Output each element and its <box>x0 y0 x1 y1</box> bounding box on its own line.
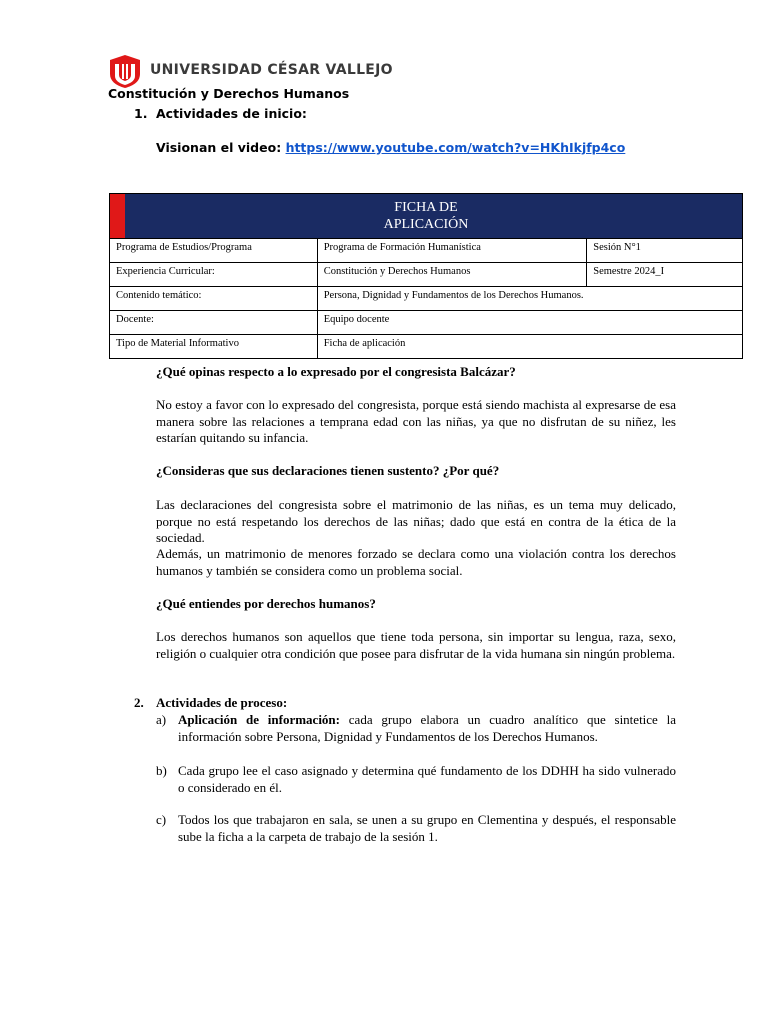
video-link[interactable]: https://www.youtube.com/watch?v=HKhIkjfp4co <box>285 140 626 155</box>
table-cell: Constitución y Derechos Humanos <box>317 263 587 287</box>
question-3: ¿Qué entiendes por derechos humanos? <box>156 596 376 611</box>
university-name: UNIVERSIDAD CÉSAR VALLEJO <box>150 62 393 78</box>
table-cell: Experiencia Curricular: <box>110 263 318 287</box>
table-cell: Tipo de Material Informativo <box>110 335 318 359</box>
list-item <box>156 763 676 796</box>
question-1: ¿Qué opinas respecto a lo expresado por el congresista Balcázar? <box>156 364 516 379</box>
table-cell: Semestre 2024_I <box>587 263 743 287</box>
ficha-table <box>109 193 743 359</box>
question-2: ¿Consideras que sus declaraciones tienen sustento? ¿Por qué? <box>156 463 500 478</box>
item-bold-text: Aplicación de información: <box>178 712 340 727</box>
item-label: c) <box>156 812 167 827</box>
table-row <box>110 263 743 287</box>
item-label: b) <box>156 763 167 778</box>
answer-2: Las declaraciones del congresista sobre el matrimonio de las niñas, es un tema muy delicado, porque no está respetando los derechos de las niñas; dado que está en contra de la ética de la sociedad. <box>156 497 676 545</box>
ficha-header <box>110 194 743 239</box>
section-number: 2. <box>134 695 144 710</box>
ficha-title-line2: APLICACIÓN <box>383 217 469 232</box>
university-logo <box>108 54 142 88</box>
table-row <box>110 311 743 335</box>
video-label: Visionan el video: <box>156 140 282 155</box>
table-cell: Programa de Estudios/Programa <box>110 239 318 263</box>
item-text: cada grupo elabora un cuadro analítico que sintetice la información sobre Persona, Dignidad y Fundamentos de los Derechos Humanos. <box>178 712 676 744</box>
list-item <box>156 712 676 745</box>
section-title: Actividades de proceso: <box>156 695 288 710</box>
section-title: Actividades de inicio: <box>156 106 307 121</box>
section-number: 1. <box>134 106 148 121</box>
ficha-title-line1: FICHA DE <box>394 200 458 215</box>
red-accent-bar <box>110 194 125 238</box>
list-item <box>156 812 676 845</box>
item-text: Todos los que trabajaron en sala, se unen a su grupo en Clementina y después, el responsable sube la ficha a la carpeta de trabajo de la sesión 1. <box>178 812 676 844</box>
table-row <box>110 335 743 359</box>
table-row <box>110 239 743 263</box>
item-label: a) <box>156 712 167 727</box>
table-cell: Persona, Dignidad y Fundamentos de los Derechos Humanos. <box>317 287 742 311</box>
answer-3: Los derechos humanos son aquellos que tiene toda persona, sin importar su lengua, raza, sexo, religión o cualquier otra condición que posee para disfrutar de la vida humana sin ningún problema. <box>156 629 676 661</box>
table-cell: Programa de Formación Humanística <box>317 239 587 263</box>
table-cell: Contenido temático: <box>110 287 318 311</box>
video-line <box>156 140 625 155</box>
table-cell: Docente: <box>110 311 318 335</box>
table-cell: Sesión N°1 <box>587 239 743 263</box>
table-cell: Ficha de aplicación <box>317 335 742 359</box>
item-text: Cada grupo lee el caso asignado y determina qué fundamento de los DDHH ha sido vulnerado o considerado en él. <box>178 763 676 795</box>
table-cell: Equipo docente <box>317 311 742 335</box>
table-row <box>110 287 743 311</box>
course-title: Constitución y Derechos Humanos <box>108 86 350 101</box>
activities-process-heading <box>134 695 287 711</box>
answer-1: No estoy a favor con lo expresado del congresista, porque está siendo machista al expresarse de esa manera sobre las relaciones a temprana edad con las niñas, ya que no disfrutan de su niñez, les estarían quitando su infancia. <box>156 397 676 445</box>
activities-start-heading <box>134 106 307 121</box>
answer-2b: Además, un matrimonio de menores forzado se declara como una violación contra los derechos humanos y también se considera como un problema social. <box>156 546 676 578</box>
